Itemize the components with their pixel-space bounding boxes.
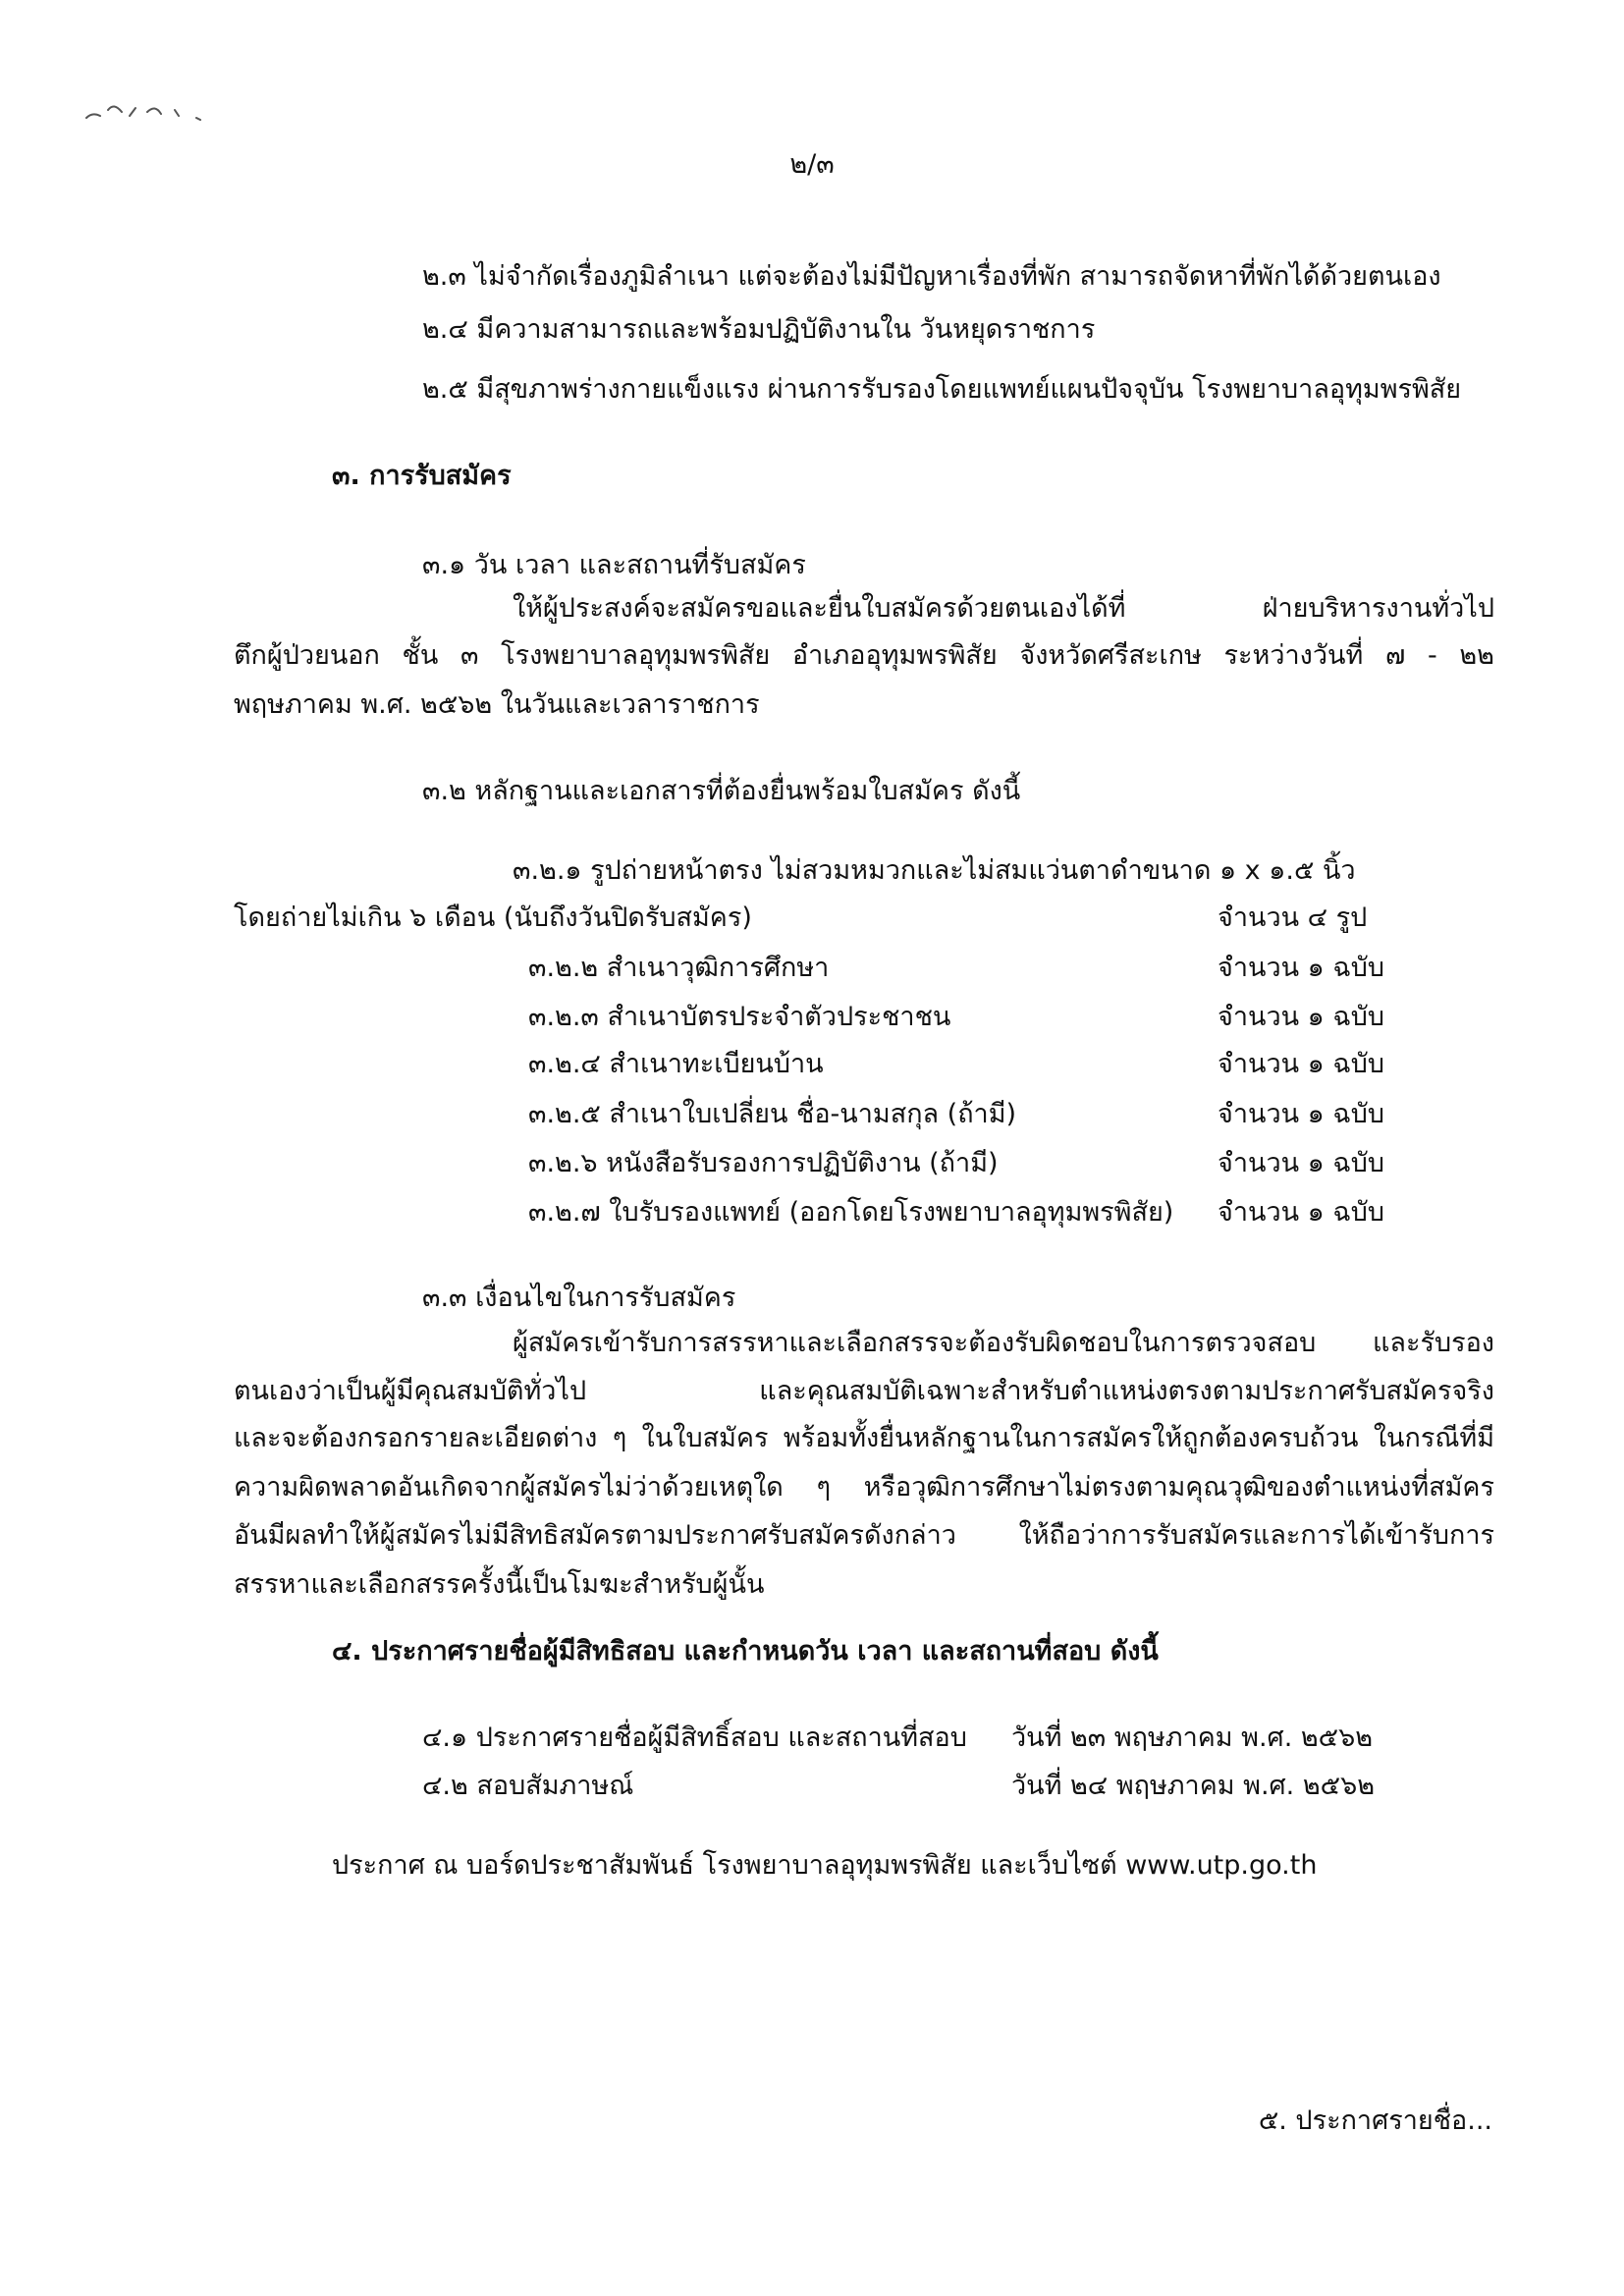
document-3-2-7-quantity: จำนวน ๑ ฉบับ	[1218, 1197, 1385, 1228]
section-3-1-line-3: พฤษภาคม พ.ศ. ๒๕๖๒ ในวันและเวลาราชการ	[234, 689, 760, 720]
section-3-3-line-6: สรรหาและเลือกสรรครั้งนี้เป็นโมฆะสำหรับผู้นั้น	[234, 1569, 765, 1600]
document-3-2-4-quantity: จำนวน ๑ ฉบับ	[1218, 1049, 1385, 1079]
document-3-2-6-quantity: จำนวน ๑ ฉบับ	[1218, 1148, 1385, 1178]
schedule-4-2-date: วันที่ ๒๔ พฤษภาคม พ.ศ. ๒๕๖๒	[1011, 1771, 1376, 1801]
section-3-1-heading: ๓.๑ วัน เวลา และสถานที่รับสมัคร	[422, 550, 806, 580]
handwritten-mark	[79, 90, 226, 126]
document-3-2-6-label: ๓.๒.๖ หนังสือรับรองการปฏิบัติงาน (ถ้ามี)	[528, 1148, 999, 1178]
schedule-4-2-label: ๔.๒ สอบสัมภาษณ์	[422, 1771, 634, 1801]
document-3-2-2-label: ๓.๒.๒ สำเนาวุฒิการศึกษา	[528, 953, 830, 983]
schedule-4-1-date: วันที่ ๒๓ พฤษภาคม พ.ศ. ๒๕๖๒	[1011, 1722, 1374, 1753]
section-3-2-heading: ๓.๒ หลักฐานและเอกสารที่ต้องยื่นพร้อมใบสมัคร ดังนี้	[422, 776, 1021, 806]
section-3-3-line-5: อันมีผลทำให้ผู้สมัครไม่มีสิทธิสมัครตามประกาศรับสมัครดังกล่าว ให้ถือว่าการรับสมัครและการได้เข้ารับการ	[234, 1520, 1494, 1551]
section-3-3-line-1: ผู้สมัครเข้ารับการสรรหาและเลือกสรรจะต้องรับผิดชอบในการตรวจสอบ และรับรอง	[513, 1328, 1494, 1358]
section-3-3-heading: ๓.๓ เงื่อนไขในการรับสมัคร	[422, 1283, 736, 1313]
section-3-3-line-2: ตนเองว่าเป็นผู้มีคุณสมบัติทั่วไป และคุณสมบัติเฉพาะสำหรับตำแหน่งตรงตามประกาศรับสมัครจริง	[234, 1376, 1494, 1406]
qualification-2-4: ๒.๔ มีความสามารถและพร้อมปฏิบัติงานใน วันหยุดราชการ	[422, 314, 1096, 345]
document-3-2-7-label: ๓.๒.๗ ใบรับรองแพทย์ (ออกโดยโรงพยาบาลอุทุมพรพิสัย)	[528, 1197, 1174, 1228]
section-3-1-line-2: ตึกผู้ป่วยนอก ชั้น ๓ โรงพยาบาลอุทุมพรพิสัย อำเภออุทุมพรพิสัย จังหวัดศรีสะเกษ ระหว่างวันที่ ๗ - ๒๒	[234, 640, 1494, 671]
document-3-2-1-line-1: ๓.๒.๑ รูปถ่ายหน้าตรง ไม่สวมหมวกและไม่สมแว่นตาดำขนาด ๑ x ๑.๕ นิ้ว	[513, 855, 1356, 886]
section-4-heading: ๔. ประกาศรายชื่อผู้มีสิทธิสอบ และกำหนดวัน เวลา และสถานที่สอบ ดังนี้	[332, 1636, 1159, 1667]
section-3-3-line-4: ความผิดพลาดอันเกิดจากผู้สมัครไม่ว่าด้วยเหตุใด ๆ หรือวุฒิการศึกษาไม่ตรงตามคุณวุฒิของตำแหน่งที่สมัคร	[234, 1472, 1494, 1503]
document-3-2-3-quantity: จำนวน ๑ ฉบับ	[1218, 1002, 1385, 1032]
section-3-1-line-1: ให้ผู้ประสงค์จะสมัครขอและยื่นใบสมัครด้วยตนเองได้ที่ ฝ่ายบริหารงานทั่วไป	[513, 593, 1494, 624]
document-3-2-4-label: ๓.๒.๔ สำเนาทะเบียนบ้าน	[528, 1049, 824, 1079]
document-3-2-2-quantity: จำนวน ๑ ฉบับ	[1218, 953, 1385, 983]
document-3-2-5-quantity: จำนวน ๑ ฉบับ	[1218, 1099, 1385, 1129]
section-3-heading: ๓. การรับสมัคร	[332, 461, 512, 491]
qualification-2-3: ๒.๓ ไม่จำกัดเรื่องภูมิลำเนา แต่จะต้องไม่มีปัญหาเรื่องที่พัก สามารถจัดหาที่พักได้ด้วยตนเอง	[422, 261, 1441, 292]
page-number: ๒/๓	[789, 149, 835, 180]
announcement-line: ประกาศ ณ บอร์ดประชาสัมพันธ์ โรงพยาบาลอุทุมพรพิสัย และเว็บไซต์ www.utp.go.th	[332, 1850, 1318, 1881]
continuation-note: ๕. ประกาศรายชื่อ...	[1258, 2105, 1492, 2136]
schedule-4-1-label: ๔.๑ ประกาศรายชื่อผู้มีสิทธิ์สอบ และสถานที่สอบ	[422, 1722, 967, 1753]
document-3-2-1-line-2: โดยถ่ายไม่เกิน ๖ เดือน (นับถึงวันปิดรับสมัคร)	[234, 902, 752, 933]
document-3-2-5-label: ๓.๒.๕ สำเนาใบเปลี่ยน ชื่อ-นามสกุล (ถ้ามี)	[528, 1099, 1017, 1129]
document-3-2-3-label: ๓.๒.๓ สำเนาบัตรประจำตัวประชาชน	[528, 1002, 951, 1032]
document-3-2-1-quantity: จำนวน ๔ รูป	[1218, 902, 1368, 933]
section-3-3-line-3: และจะต้องกรอกรายละเอียดต่าง ๆ ในใบสมัคร พร้อมทั้งยื่นหลักฐานในการสมัครให้ถูกต้องครบถ้วน ในกรณีที่มี	[234, 1423, 1494, 1453]
qualification-2-5: ๒.๕ มีสุขภาพร่างกายแข็งแรง ผ่านการรับรองโดยแพทย์แผนปัจจุบัน โรงพยาบาลอุทุมพรพิสัย	[422, 374, 1462, 405]
